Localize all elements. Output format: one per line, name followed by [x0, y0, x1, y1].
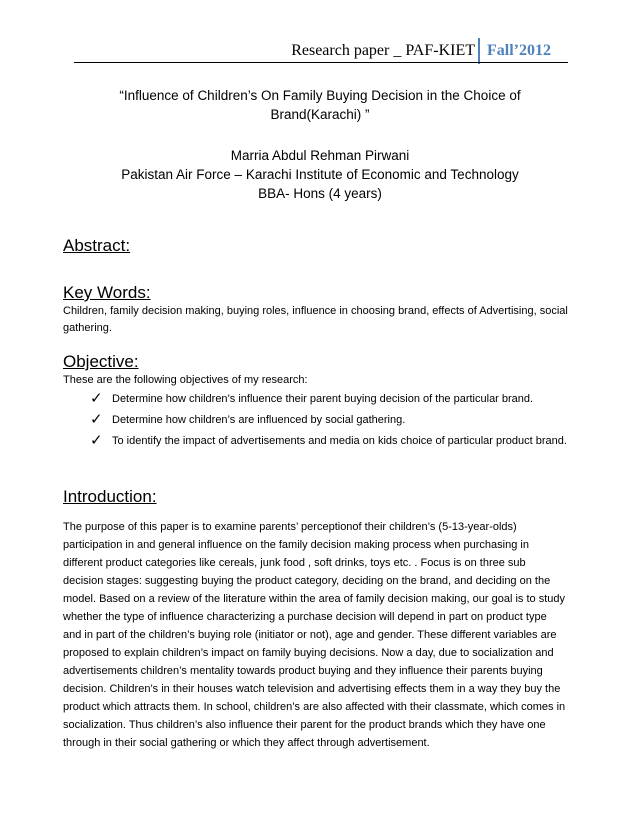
objective-item-text: To identify the impact of advertisements and media on kids choice of particular product brand. [112, 435, 567, 447]
introduction-heading: Introduction: [63, 487, 157, 506]
header-term: Fall’2012 [487, 42, 551, 59]
author-institute: Pakistan Air Force – Karachi Institute of Economic and Technology [121, 167, 519, 182]
header-rule [74, 62, 568, 63]
keywords-text: Children, family decision making, buying roles, influence in choosing brand, effects of Advertising, social gathering. [63, 305, 568, 334]
paper-title-line-1: “Influence of Children’s On Family Buying Decision in the Choice of [119, 88, 521, 103]
author-name: Marria Abdul Rehman Pirwani [230, 148, 410, 163]
author-program: BBA- Hons (4 years) [258, 186, 382, 201]
list-item [90, 432, 570, 450]
checkmark-icon: ✓ [90, 431, 103, 449]
header-separator [478, 38, 480, 64]
paper-title [60, 86, 580, 124]
list-item [90, 390, 570, 408]
introduction-text: The purpose of this paper is to examine parents’ perceptionof their children’s (5-13-year-olds) participation in and general influence on the family decision making process when purchasing in different product categories like cereals, junk food , soft drinks, toys etc. . Focus is on three sub decision stages: suggesting buying the product category, deciding on the brand, and deciding on the model. Based on a review of the literature within the area of family decision making, our goal is to study whether the type of influence characterizing a purchase decision will depend in part on product type and in part of the children’s buying role (initiator or not), age and gender. These different variables are proposed to explain children’s impact on family buying decisions. Now a day, due to socialization and advertisements children’s mentality towards product buying and they influence their parents buying decision. Children’s in their houses watch television and advertising effects them in a way they buy the product which attracts them. In school, children’s are also affected with their classmate, which comes in socialization. Thus children’s also influence their parent for the product brands which they have one through in their social gathering or which they affect through advertisement. [63, 521, 566, 749]
objective-item-text: Determine how children’s are influenced by social gathering. [112, 414, 406, 426]
keywords-heading: Key Words: [63, 283, 151, 302]
objective-item-text: Determine how children’s influence their parent buying decision of the particular brand. [112, 393, 534, 405]
abstract-heading: Abstract: [63, 236, 131, 255]
objective-heading: Objective: [63, 352, 139, 371]
objective-intro: These are the following objectives of my research: [63, 374, 308, 386]
page-header [0, 38, 638, 64]
checkmark-icon: ✓ [90, 410, 103, 428]
author-block [60, 146, 580, 203]
objective-list [90, 390, 570, 453]
list-item [90, 411, 570, 429]
checkmark-icon: ✓ [90, 389, 103, 407]
paper-title-line-2: Brand(Karachi) ” [270, 107, 370, 122]
header-title: Research paper _ PAF-KIET [291, 42, 475, 59]
